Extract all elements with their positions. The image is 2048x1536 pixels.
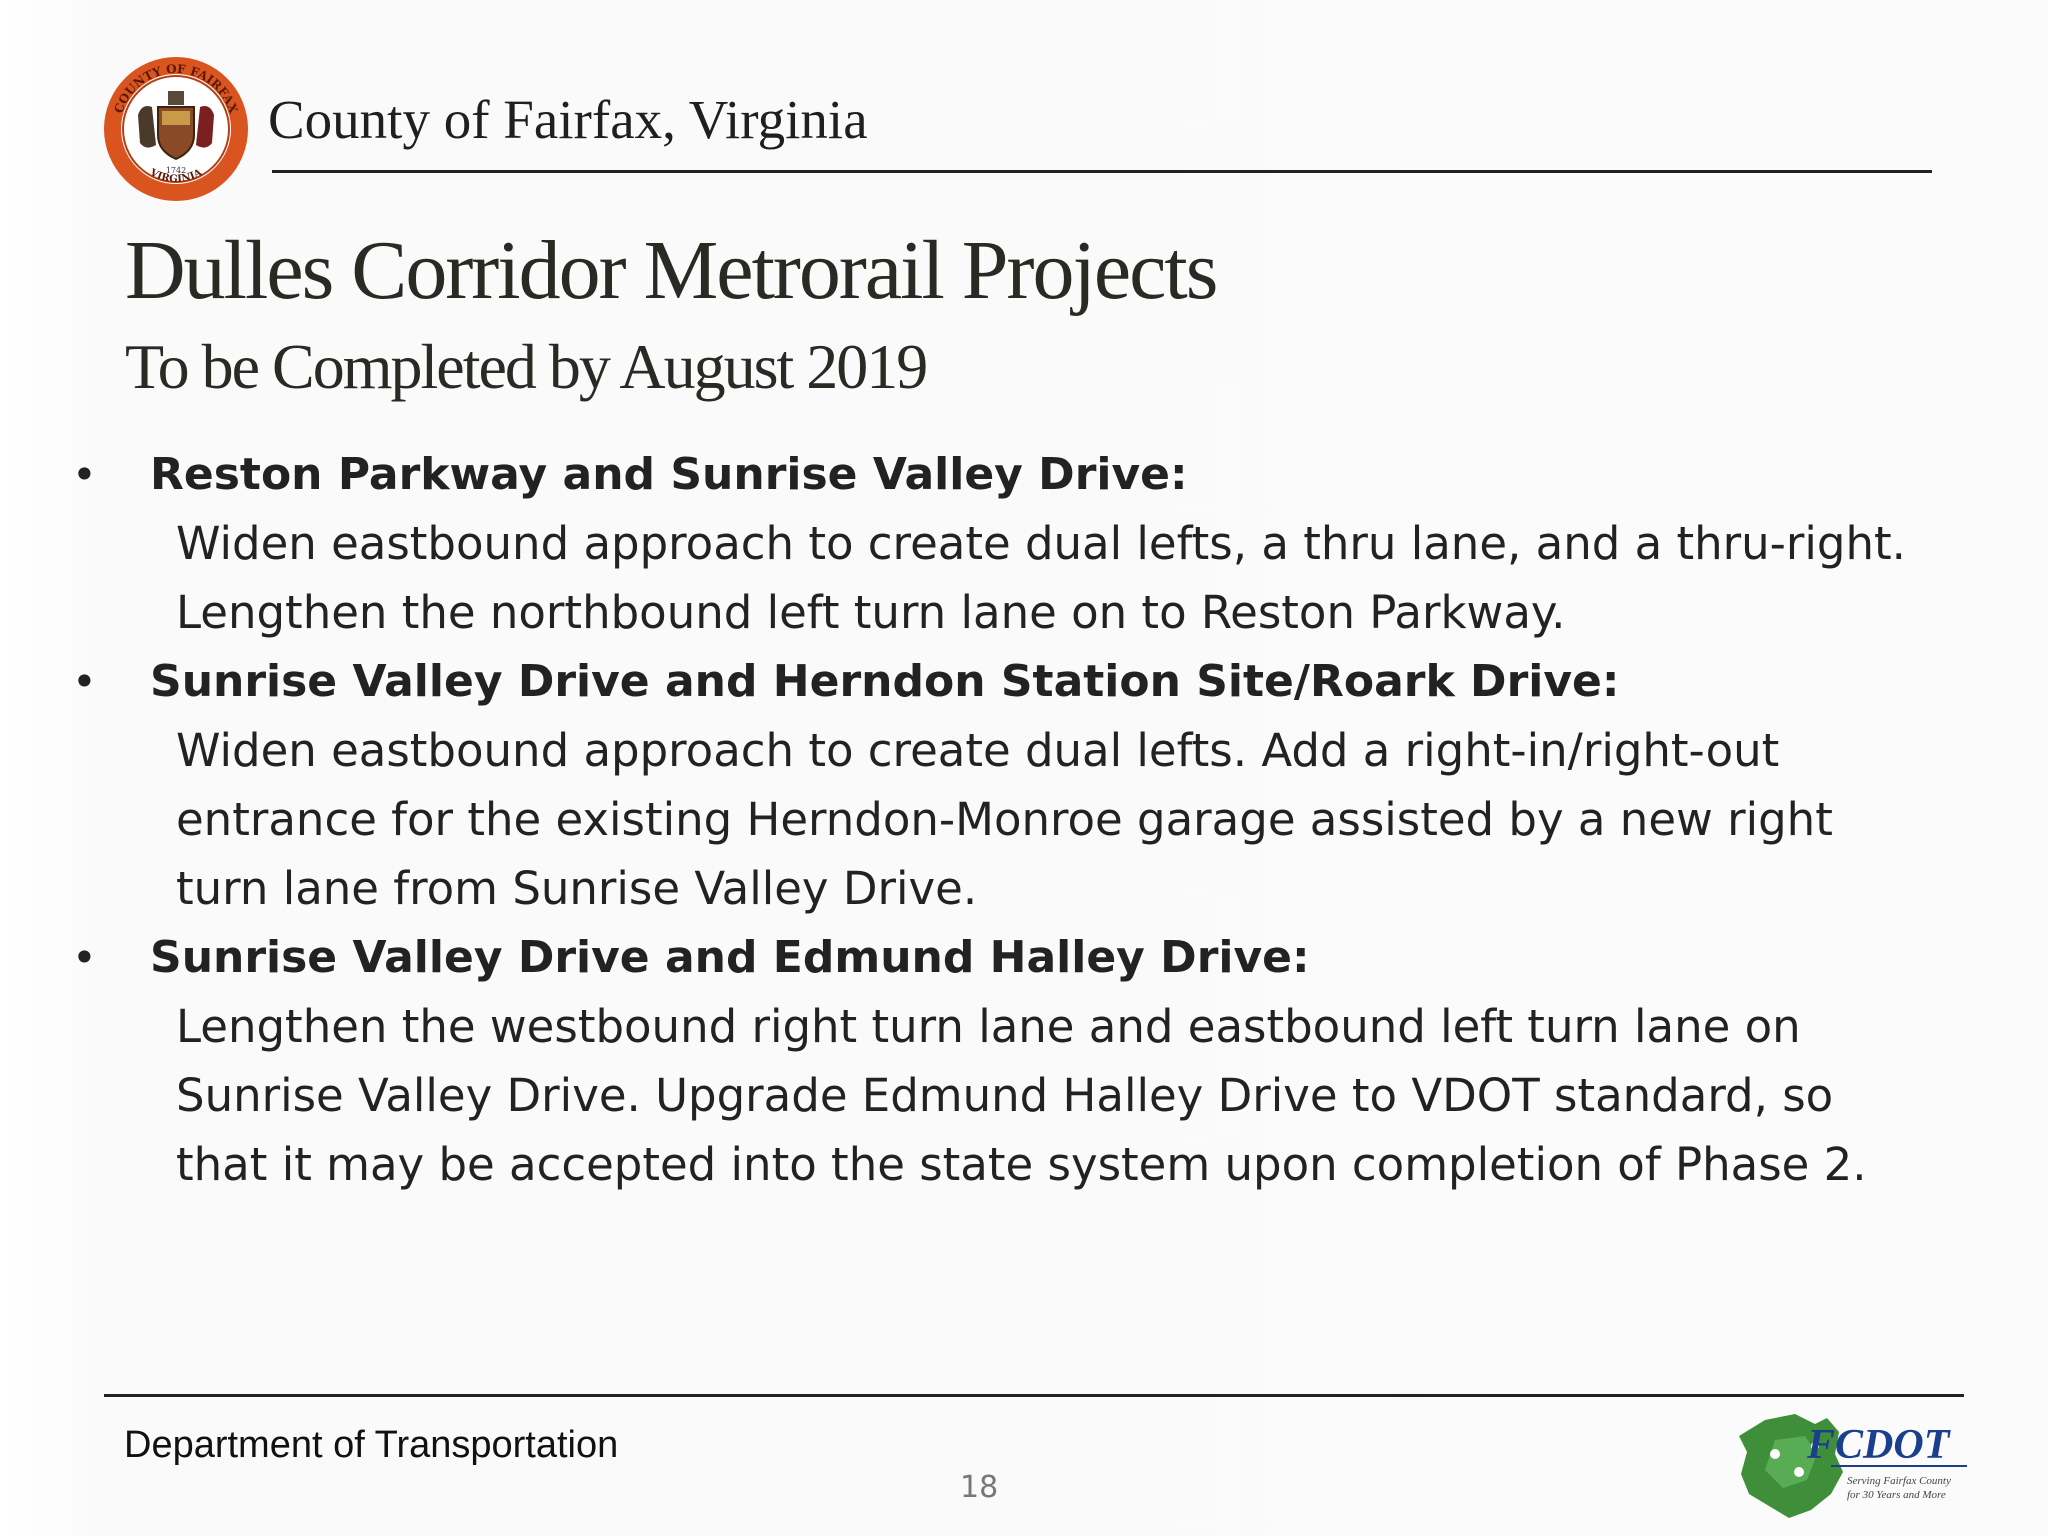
- project-description: [176, 716, 2006, 923]
- description-line: turn lane from Sunrise Valley Drive.: [176, 862, 978, 915]
- project-item-herndon-station: [0, 647, 2048, 923]
- fcdot-tagline: for 30 Years and More: [1847, 1489, 1946, 1501]
- description-line: Lengthen the westbound right turn lane and eastbound left turn lane on: [176, 1000, 1801, 1053]
- bullet-icon: •: [72, 450, 97, 499]
- description-line: Widen eastbound approach to create dual lefts. Add a right-in/right-out: [176, 724, 1780, 777]
- description-line: Sunrise Valley Drive. Upgrade Edmund Halley Drive to VDOT standard, so: [176, 1069, 1834, 1122]
- project-description: [176, 992, 2006, 1199]
- project-description: [176, 509, 2006, 647]
- fcdot-tagline: Serving Fairfax County: [1847, 1475, 1951, 1487]
- footer-divider: [104, 1394, 1964, 1397]
- project-heading: Sunrise Valley Drive and Edmund Halley Drive:: [150, 932, 1310, 983]
- page-number: 18: [960, 1470, 999, 1505]
- project-list: [0, 440, 2048, 1199]
- county-seal-icon: [102, 55, 250, 203]
- bullet-icon: •: [72, 657, 97, 706]
- page-subtitle: To be Completed by August 2019: [125, 331, 927, 402]
- project-item-reston-parkway: [0, 440, 2048, 647]
- description-line: Lengthen the northbound left turn lane on to Reston Parkway.: [176, 586, 1566, 639]
- seal-year: 1742: [165, 166, 187, 175]
- fcdot-logo-text: FCDOT: [1807, 1422, 1950, 1468]
- project-heading: Reston Parkway and Sunrise Valley Drive:: [150, 449, 1188, 500]
- county-name: County of Fairfax, Virginia: [268, 89, 868, 150]
- seal-ring-text: COUNTY OF FAIRFAX: [111, 61, 241, 116]
- description-line: Widen eastbound approach to create dual lefts, a thru lane, and a thru-right.: [176, 517, 1906, 570]
- project-item-edmund-halley: [0, 923, 2048, 1199]
- bullet-icon: •: [72, 933, 97, 982]
- fcdot-logo-icon: [1735, 1410, 1975, 1522]
- department-name: Department of Transportation: [124, 1424, 619, 1466]
- header-divider: [272, 170, 1932, 173]
- project-heading: Sunrise Valley Drive and Herndon Station Site/Roark Drive:: [150, 656, 1620, 707]
- seal-bottom-text: VIRGINIA: [148, 167, 204, 186]
- page-title: Dulles Corridor Metrorail Projects: [125, 224, 1217, 317]
- description-line: entrance for the existing Herndon-Monroe garage assisted by a new right: [176, 793, 1833, 846]
- description-line: that it may be accepted into the state system upon completion of Phase 2.: [176, 1138, 1867, 1191]
